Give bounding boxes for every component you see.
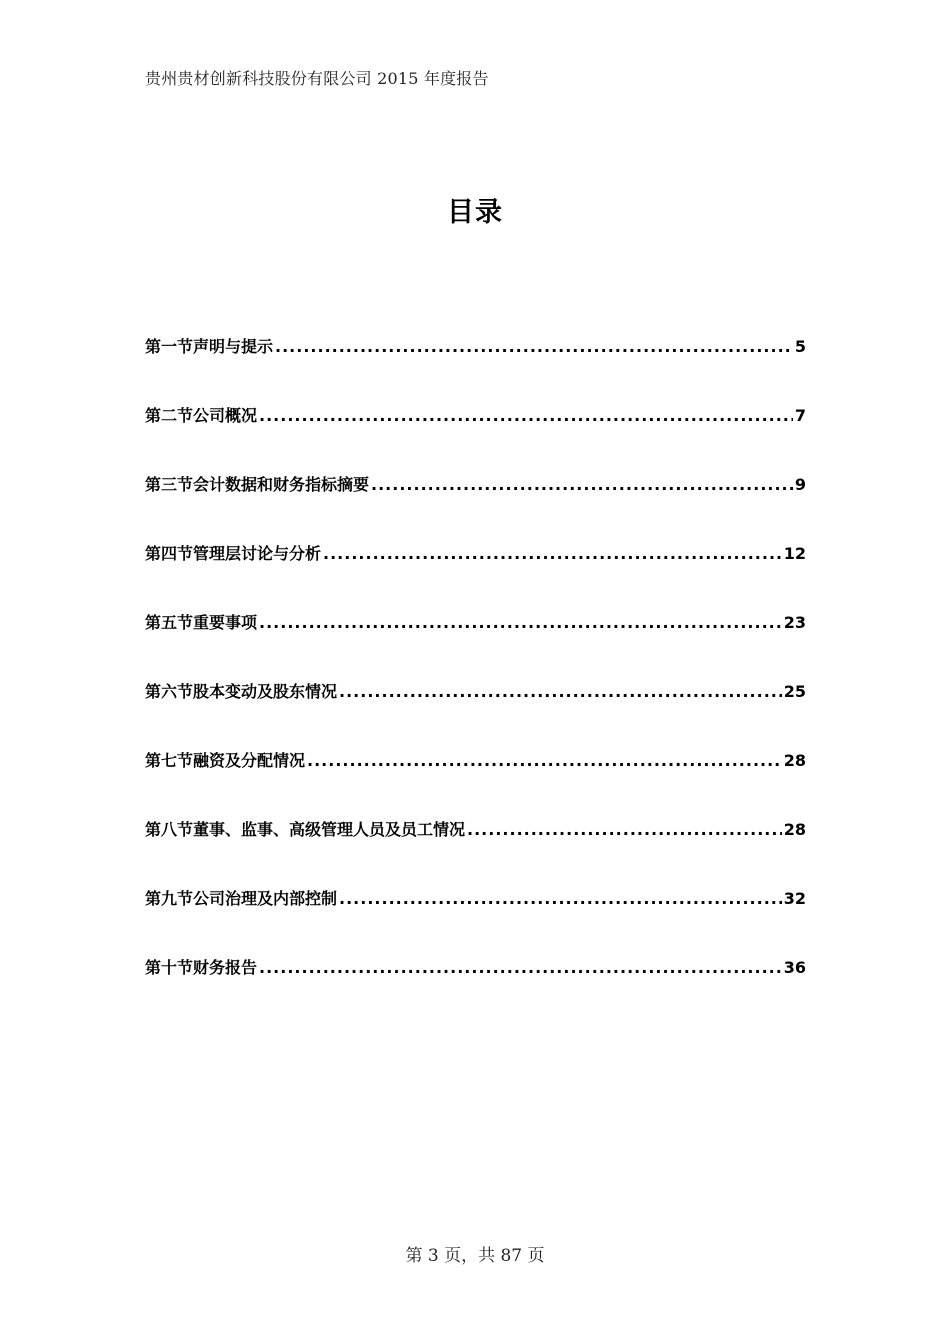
toc-dot-leader <box>259 406 793 425</box>
table-of-contents <box>145 334 806 1024</box>
toc-entry-label: 第四节管理层讨论与分析 <box>145 544 322 563</box>
toc-entry-label: 第五节重要事项 <box>145 613 258 632</box>
toc-entry-page: 36 <box>783 958 806 977</box>
toc-entry-label: 第六节股本变动及股东情况 <box>145 682 338 701</box>
toc-entry-10[interactable] <box>145 955 806 1024</box>
toc-dot-leader <box>275 337 793 356</box>
toc-entry-label: 第八节董事、监事、高级管理人员及员工情况 <box>145 820 466 839</box>
toc-entry-page: 7 <box>794 406 806 425</box>
toc-entry-3[interactable] <box>145 472 806 541</box>
toc-entry-label: 第九节公司治理及内部控制 <box>145 889 338 908</box>
toc-entry-label: 第二节公司概况 <box>145 406 258 425</box>
toc-entry-label: 第七节融资及分配情况 <box>145 751 306 770</box>
toc-entry-4[interactable] <box>145 541 806 610</box>
toc-entry-1[interactable] <box>145 334 806 403</box>
toc-entry-8[interactable] <box>145 817 806 886</box>
toc-dot-leader <box>467 820 782 839</box>
toc-dot-leader <box>259 613 782 632</box>
toc-dot-leader <box>371 475 793 494</box>
toc-dot-leader <box>339 889 782 908</box>
toc-entry-label: 第十节财务报告 <box>145 958 258 977</box>
toc-entry-5[interactable] <box>145 610 806 679</box>
page-header: 贵州贵材创新科技股份有限公司 2015 年度报告 <box>145 69 489 88</box>
toc-entry-2[interactable] <box>145 403 806 472</box>
toc-entry-9[interactable] <box>145 886 806 955</box>
toc-dot-leader <box>323 544 782 563</box>
toc-entry-page: 5 <box>794 337 806 356</box>
toc-entry-page: 32 <box>783 889 806 908</box>
toc-entry-label: 第一节声明与提示 <box>145 337 274 356</box>
toc-entry-page: 23 <box>783 613 806 632</box>
toc-entry-page: 9 <box>794 475 806 494</box>
page-footer: 第 3 页，共 87 页 <box>405 1246 545 1266</box>
toc-entry-7[interactable] <box>145 748 806 817</box>
toc-dot-leader <box>339 682 782 701</box>
toc-dot-leader <box>307 751 782 770</box>
toc-entry-page: 12 <box>783 544 806 563</box>
toc-entry-page: 28 <box>783 751 806 770</box>
toc-entry-6[interactable] <box>145 679 806 748</box>
toc-dot-leader <box>259 958 782 977</box>
toc-entry-page: 25 <box>783 682 806 701</box>
page-title: 目录 <box>447 197 503 228</box>
toc-entry-label: 第三节会计数据和财务指标摘要 <box>145 475 370 494</box>
toc-entry-page: 28 <box>783 820 806 839</box>
